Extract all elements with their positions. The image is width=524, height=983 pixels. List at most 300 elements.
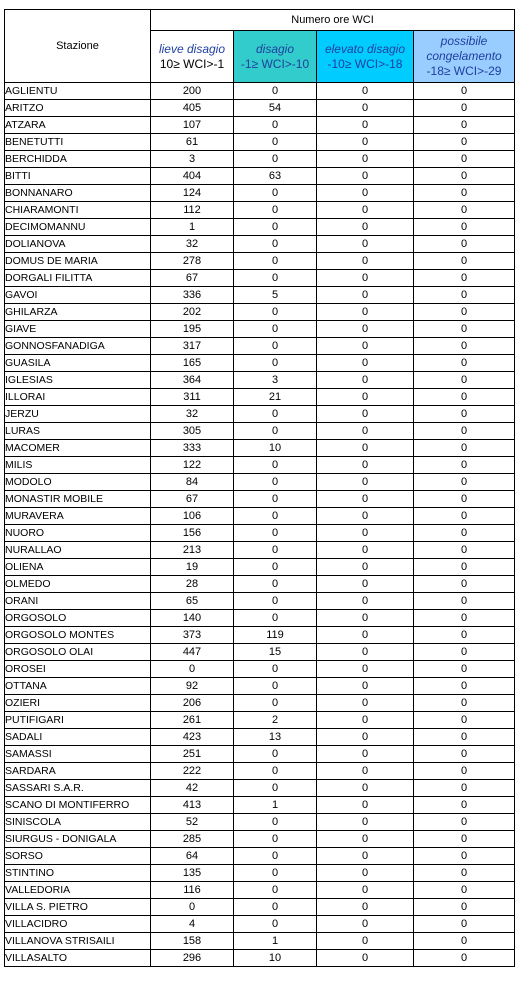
station-name-cell: STINTINO <box>5 865 151 882</box>
disagio-cell: 0 <box>234 423 317 440</box>
table-row <box>5 355 515 372</box>
elevato-disagio-cell: 0 <box>317 678 414 695</box>
possibile-congelamento-cell: 0 <box>414 848 515 865</box>
lieve-disagio-cell: 1 <box>151 219 234 236</box>
station-name-cell: DOLIANOVA <box>5 236 151 253</box>
table-row <box>5 780 515 797</box>
table-row <box>5 372 515 389</box>
disagio-cell: 0 <box>234 219 317 236</box>
disagio-cell: 1 <box>234 797 317 814</box>
possibile-congelamento-cell: 0 <box>414 457 515 474</box>
station-name-cell: BITTI <box>5 168 151 185</box>
table-row <box>5 474 515 491</box>
lieve-disagio-cell: 4 <box>151 916 234 933</box>
disagio-cell: 0 <box>234 474 317 491</box>
possibile-congelamento-cell: 0 <box>414 372 515 389</box>
station-name-cell: ORGOSOLO <box>5 610 151 627</box>
station-name-cell: NURALLAO <box>5 542 151 559</box>
possibile-congelamento-cell: 0 <box>414 627 515 644</box>
station-name-cell: GAVOI <box>5 287 151 304</box>
disagio-cell: 0 <box>234 508 317 525</box>
elevato-disagio-cell: 0 <box>317 83 414 100</box>
lieve-disagio-cell: 84 <box>151 474 234 491</box>
table-row <box>5 644 515 661</box>
station-name-cell: SASSARI S.A.R. <box>5 780 151 797</box>
elevato-disagio-cell: 0 <box>317 525 414 542</box>
elevato-disagio-cell: 0 <box>317 304 414 321</box>
station-name-cell: GHILARZA <box>5 304 151 321</box>
category-range: -18≥ WCI>-29 <box>426 64 502 78</box>
table-row <box>5 831 515 848</box>
lieve-disagio-cell: 195 <box>151 321 234 338</box>
disagio-cell: 0 <box>234 576 317 593</box>
lieve-disagio-cell: 32 <box>151 406 234 423</box>
table-row <box>5 899 515 916</box>
station-name-cell: VILLANOVA STRISAILI <box>5 933 151 950</box>
disagio-cell: 0 <box>234 151 317 168</box>
possibile-congelamento-cell: 0 <box>414 83 515 100</box>
possibile-congelamento-cell: 0 <box>414 185 515 202</box>
lieve-disagio-cell: 296 <box>151 950 234 967</box>
disagio-cell: 0 <box>234 304 317 321</box>
disagio-cell: 0 <box>234 338 317 355</box>
possibile-congelamento-cell: 0 <box>414 644 515 661</box>
lieve-disagio-cell: 112 <box>151 202 234 219</box>
elevato-disagio-cell: 0 <box>317 457 414 474</box>
table-row <box>5 746 515 763</box>
lieve-disagio-cell: 206 <box>151 695 234 712</box>
elevato-disagio-cell: 0 <box>317 950 414 967</box>
possibile-congelamento-cell: 0 <box>414 406 515 423</box>
table-row <box>5 304 515 321</box>
disagio-cell: 0 <box>234 525 317 542</box>
table-body <box>5 83 515 967</box>
lieve-disagio-cell: 0 <box>151 899 234 916</box>
disagio-cell: 0 <box>234 746 317 763</box>
category-name: elevato disagio <box>324 41 406 56</box>
lieve-disagio-cell: 158 <box>151 933 234 950</box>
category-range: -1≥ WCI>-10 <box>240 56 310 71</box>
station-name-cell: OLIENA <box>5 559 151 576</box>
disagio-cell: 0 <box>234 593 317 610</box>
elevato-disagio-cell: 0 <box>317 372 414 389</box>
lieve-disagio-cell: 213 <box>151 542 234 559</box>
possibile-congelamento-cell: 0 <box>414 508 515 525</box>
table-row <box>5 525 515 542</box>
disagio-cell: 63 <box>234 168 317 185</box>
station-name-cell: GUASILA <box>5 355 151 372</box>
lieve-disagio-cell: 107 <box>151 117 234 134</box>
lieve-disagio-cell: 135 <box>151 865 234 882</box>
disagio-cell: 13 <box>234 729 317 746</box>
table-row <box>5 695 515 712</box>
station-name-cell: NUORO <box>5 525 151 542</box>
station-name-cell: DECIMOMANNU <box>5 219 151 236</box>
elevato-disagio-cell: 0 <box>317 474 414 491</box>
lieve-disagio-cell: 222 <box>151 763 234 780</box>
possibile-congelamento-cell: 0 <box>414 746 515 763</box>
station-name-cell: VILLASALTO <box>5 950 151 967</box>
possibile-congelamento-cell: 0 <box>414 780 515 797</box>
table-row <box>5 185 515 202</box>
station-name-cell: SARDARA <box>5 763 151 780</box>
disagio-cell: 0 <box>234 831 317 848</box>
table-row <box>5 950 515 967</box>
lieve-disagio-cell: 251 <box>151 746 234 763</box>
possibile-congelamento-cell: 0 <box>414 338 515 355</box>
possibile-congelamento-cell: 0 <box>414 542 515 559</box>
station-name-cell: BERCHIDDA <box>5 151 151 168</box>
possibile-congelamento-cell: 0 <box>414 355 515 372</box>
station-name-cell: MODOLO <box>5 474 151 491</box>
lieve-disagio-cell: 200 <box>151 83 234 100</box>
disagio-cell: 0 <box>234 117 317 134</box>
elevato-disagio-cell: 0 <box>317 661 414 678</box>
elevato-disagio-cell: 0 <box>317 423 414 440</box>
table-row <box>5 814 515 831</box>
table-row <box>5 542 515 559</box>
table-row <box>5 729 515 746</box>
disagio-cell: 0 <box>234 491 317 508</box>
table-row <box>5 933 515 950</box>
table-row <box>5 253 515 270</box>
station-name-cell: ATZARA <box>5 117 151 134</box>
station-name-cell: ORGOSOLO MONTES <box>5 627 151 644</box>
disagio-cell: 119 <box>234 627 317 644</box>
wci-hours-table <box>4 9 515 967</box>
station-name-cell: AGLIENTU <box>5 83 151 100</box>
wci-hours-group-header: Numero ore WCI <box>151 10 515 31</box>
elevato-disagio-cell: 0 <box>317 831 414 848</box>
lieve-disagio-cell: 52 <box>151 814 234 831</box>
lieve-disagio-cell: 67 <box>151 270 234 287</box>
category-header-possibile-congelamento <box>414 31 515 83</box>
elevato-disagio-cell: 0 <box>317 508 414 525</box>
lieve-disagio-cell: 64 <box>151 848 234 865</box>
disagio-cell: 0 <box>234 610 317 627</box>
elevato-disagio-cell: 0 <box>317 882 414 899</box>
disagio-cell: 0 <box>234 814 317 831</box>
elevato-disagio-cell: 0 <box>317 440 414 457</box>
possibile-congelamento-cell: 0 <box>414 712 515 729</box>
table-row <box>5 763 515 780</box>
table-row <box>5 423 515 440</box>
possibile-congelamento-cell: 0 <box>414 661 515 678</box>
possibile-congelamento-cell: 0 <box>414 865 515 882</box>
station-name-cell: VILLACIDRO <box>5 916 151 933</box>
disagio-cell: 0 <box>234 253 317 270</box>
lieve-disagio-cell: 404 <box>151 168 234 185</box>
disagio-cell: 0 <box>234 202 317 219</box>
station-name-cell: PUTIFIGARI <box>5 712 151 729</box>
possibile-congelamento-cell: 0 <box>414 576 515 593</box>
disagio-cell: 0 <box>234 695 317 712</box>
elevato-disagio-cell: 0 <box>317 287 414 304</box>
table-row <box>5 797 515 814</box>
lieve-disagio-cell: 42 <box>151 780 234 797</box>
possibile-congelamento-cell: 0 <box>414 304 515 321</box>
possibile-congelamento-cell: 0 <box>414 321 515 338</box>
station-name-cell: OZIERI <box>5 695 151 712</box>
possibile-congelamento-cell: 0 <box>414 814 515 831</box>
table-row <box>5 117 515 134</box>
possibile-congelamento-cell: 0 <box>414 219 515 236</box>
elevato-disagio-cell: 0 <box>317 151 414 168</box>
elevato-disagio-cell: 0 <box>317 933 414 950</box>
lieve-disagio-cell: 106 <box>151 508 234 525</box>
lieve-disagio-cell: 156 <box>151 525 234 542</box>
disagio-cell: 0 <box>234 678 317 695</box>
elevato-disagio-cell: 0 <box>317 593 414 610</box>
lieve-disagio-cell: 116 <box>151 882 234 899</box>
lieve-disagio-cell: 19 <box>151 559 234 576</box>
station-name-cell: MILIS <box>5 457 151 474</box>
elevato-disagio-cell: 0 <box>317 321 414 338</box>
table-row <box>5 406 515 423</box>
table-row <box>5 287 515 304</box>
category-range: 10≥ WCI>-1 <box>159 56 225 71</box>
lieve-disagio-cell: 278 <box>151 253 234 270</box>
possibile-congelamento-cell: 0 <box>414 287 515 304</box>
lieve-disagio-cell: 305 <box>151 423 234 440</box>
possibile-congelamento-cell: 0 <box>414 831 515 848</box>
elevato-disagio-cell: 0 <box>317 236 414 253</box>
lieve-disagio-cell: 423 <box>151 729 234 746</box>
possibile-congelamento-cell: 0 <box>414 593 515 610</box>
station-name-cell: CHIARAMONTI <box>5 202 151 219</box>
category-name: disagio <box>255 41 295 56</box>
elevato-disagio-cell: 0 <box>317 202 414 219</box>
possibile-congelamento-cell: 0 <box>414 474 515 491</box>
elevato-disagio-cell: 0 <box>317 406 414 423</box>
category-name: lieve disagio <box>158 41 226 56</box>
category-range: -10≥ WCI>-18 <box>327 56 403 71</box>
possibile-congelamento-cell: 0 <box>414 882 515 899</box>
elevato-disagio-cell: 0 <box>317 763 414 780</box>
disagio-cell: 0 <box>234 763 317 780</box>
disagio-cell: 0 <box>234 83 317 100</box>
table-row <box>5 882 515 899</box>
possibile-congelamento-cell: 0 <box>414 695 515 712</box>
table-row <box>5 457 515 474</box>
disagio-cell: 54 <box>234 100 317 117</box>
lieve-disagio-cell: 413 <box>151 797 234 814</box>
lieve-disagio-cell: 311 <box>151 389 234 406</box>
table-row <box>5 389 515 406</box>
station-name-cell: DORGALI FILITTA <box>5 270 151 287</box>
elevato-disagio-cell: 0 <box>317 576 414 593</box>
lieve-disagio-cell: 0 <box>151 661 234 678</box>
disagio-cell: 0 <box>234 780 317 797</box>
table-row <box>5 338 515 355</box>
table-row <box>5 168 515 185</box>
station-name-cell: SADALI <box>5 729 151 746</box>
possibile-congelamento-cell: 0 <box>414 100 515 117</box>
station-name-cell: DOMUS DE MARIA <box>5 253 151 270</box>
elevato-disagio-cell: 0 <box>317 729 414 746</box>
elevato-disagio-cell: 0 <box>317 814 414 831</box>
disagio-cell: 0 <box>234 865 317 882</box>
table-row <box>5 712 515 729</box>
table-row <box>5 236 515 253</box>
station-name-cell: SIURGUS - DONIGALA <box>5 831 151 848</box>
lieve-disagio-cell: 405 <box>151 100 234 117</box>
possibile-congelamento-cell: 0 <box>414 610 515 627</box>
disagio-cell: 0 <box>234 661 317 678</box>
possibile-congelamento-cell: 0 <box>414 151 515 168</box>
disagio-cell: 0 <box>234 899 317 916</box>
table-row <box>5 100 515 117</box>
category-name: possibile congelamento <box>426 34 502 63</box>
table-row <box>5 83 515 100</box>
elevato-disagio-cell: 0 <box>317 542 414 559</box>
table-row <box>5 678 515 695</box>
possibile-congelamento-cell: 0 <box>414 491 515 508</box>
lieve-disagio-cell: 202 <box>151 304 234 321</box>
disagio-cell: 0 <box>234 270 317 287</box>
elevato-disagio-cell: 0 <box>317 100 414 117</box>
lieve-disagio-cell: 317 <box>151 338 234 355</box>
table-row <box>5 593 515 610</box>
elevato-disagio-cell: 0 <box>317 270 414 287</box>
station-name-cell: MONASTIR MOBILE <box>5 491 151 508</box>
elevato-disagio-cell: 0 <box>317 389 414 406</box>
table-row <box>5 576 515 593</box>
possibile-congelamento-cell: 0 <box>414 202 515 219</box>
possibile-congelamento-cell: 0 <box>414 253 515 270</box>
lieve-disagio-cell: 65 <box>151 593 234 610</box>
station-name-cell: VALLEDORIA <box>5 882 151 899</box>
lieve-disagio-cell: 333 <box>151 440 234 457</box>
category-header-disagio <box>234 31 317 83</box>
possibile-congelamento-cell: 0 <box>414 423 515 440</box>
station-name-cell: IGLESIAS <box>5 372 151 389</box>
elevato-disagio-cell: 0 <box>317 491 414 508</box>
possibile-congelamento-cell: 0 <box>414 117 515 134</box>
elevato-disagio-cell: 0 <box>317 134 414 151</box>
disagio-cell: 0 <box>234 559 317 576</box>
station-name-cell: SAMASSI <box>5 746 151 763</box>
table-row <box>5 491 515 508</box>
table-row <box>5 865 515 882</box>
table-row <box>5 219 515 236</box>
station-name-cell: OLMEDO <box>5 576 151 593</box>
elevato-disagio-cell: 0 <box>317 338 414 355</box>
lieve-disagio-cell: 67 <box>151 491 234 508</box>
possibile-congelamento-cell: 0 <box>414 763 515 780</box>
elevato-disagio-cell: 0 <box>317 168 414 185</box>
station-name-cell: ORGOSOLO OLAI <box>5 644 151 661</box>
possibile-congelamento-cell: 0 <box>414 525 515 542</box>
possibile-congelamento-cell: 0 <box>414 389 515 406</box>
table-row <box>5 440 515 457</box>
table-row <box>5 134 515 151</box>
lieve-disagio-cell: 122 <box>151 457 234 474</box>
station-name-cell: MURAVERA <box>5 508 151 525</box>
elevato-disagio-cell: 0 <box>317 355 414 372</box>
category-header-elevato-disagio <box>317 31 414 83</box>
lieve-disagio-cell: 373 <box>151 627 234 644</box>
elevato-disagio-cell: 0 <box>317 559 414 576</box>
station-name-cell: MACOMER <box>5 440 151 457</box>
disagio-cell: 10 <box>234 950 317 967</box>
disagio-cell: 0 <box>234 457 317 474</box>
lieve-disagio-cell: 447 <box>151 644 234 661</box>
possibile-congelamento-cell: 0 <box>414 236 515 253</box>
station-name-cell: JERZU <box>5 406 151 423</box>
station-name-cell: SINISCOLA <box>5 814 151 831</box>
station-name-cell: ARITZO <box>5 100 151 117</box>
station-name-cell: SCANO DI MONTIFERRO <box>5 797 151 814</box>
disagio-cell: 3 <box>234 372 317 389</box>
lieve-disagio-cell: 92 <box>151 678 234 695</box>
elevato-disagio-cell: 0 <box>317 117 414 134</box>
possibile-congelamento-cell: 0 <box>414 950 515 967</box>
possibile-congelamento-cell: 0 <box>414 678 515 695</box>
lieve-disagio-cell: 32 <box>151 236 234 253</box>
disagio-cell: 21 <box>234 389 317 406</box>
disagio-cell: 10 <box>234 440 317 457</box>
possibile-congelamento-cell: 0 <box>414 559 515 576</box>
possibile-congelamento-cell: 0 <box>414 899 515 916</box>
elevato-disagio-cell: 0 <box>317 219 414 236</box>
lieve-disagio-cell: 3 <box>151 151 234 168</box>
lieve-disagio-cell: 285 <box>151 831 234 848</box>
possibile-congelamento-cell: 0 <box>414 916 515 933</box>
possibile-congelamento-cell: 0 <box>414 729 515 746</box>
station-name-cell: GIAVE <box>5 321 151 338</box>
disagio-cell: 2 <box>234 712 317 729</box>
possibile-congelamento-cell: 0 <box>414 933 515 950</box>
station-name-cell: OTTANA <box>5 678 151 695</box>
table-row <box>5 848 515 865</box>
elevato-disagio-cell: 0 <box>317 899 414 916</box>
disagio-cell: 0 <box>234 236 317 253</box>
lieve-disagio-cell: 336 <box>151 287 234 304</box>
station-name-cell: VILLA S. PIETRO <box>5 899 151 916</box>
lieve-disagio-cell: 140 <box>151 610 234 627</box>
disagio-cell: 5 <box>234 287 317 304</box>
disagio-cell: 0 <box>234 542 317 559</box>
disagio-cell: 0 <box>234 355 317 372</box>
elevato-disagio-cell: 0 <box>317 253 414 270</box>
disagio-cell: 15 <box>234 644 317 661</box>
possibile-congelamento-cell: 0 <box>414 440 515 457</box>
elevato-disagio-cell: 0 <box>317 610 414 627</box>
table-row <box>5 321 515 338</box>
station-name-cell: GONNOSFANADIGA <box>5 338 151 355</box>
elevato-disagio-cell: 0 <box>317 780 414 797</box>
station-column-header: Stazione <box>5 10 151 83</box>
lieve-disagio-cell: 124 <box>151 185 234 202</box>
disagio-cell: 1 <box>234 933 317 950</box>
lieve-disagio-cell: 28 <box>151 576 234 593</box>
disagio-cell: 0 <box>234 406 317 423</box>
elevato-disagio-cell: 0 <box>317 644 414 661</box>
elevato-disagio-cell: 0 <box>317 185 414 202</box>
disagio-cell: 0 <box>234 848 317 865</box>
lieve-disagio-cell: 165 <box>151 355 234 372</box>
disagio-cell: 0 <box>234 134 317 151</box>
disagio-cell: 0 <box>234 321 317 338</box>
table-row <box>5 270 515 287</box>
disagio-cell: 0 <box>234 185 317 202</box>
table-row <box>5 559 515 576</box>
category-header-lieve-disagio <box>151 31 234 83</box>
station-name-cell: ILLORAI <box>5 389 151 406</box>
elevato-disagio-cell: 0 <box>317 865 414 882</box>
elevato-disagio-cell: 0 <box>317 916 414 933</box>
